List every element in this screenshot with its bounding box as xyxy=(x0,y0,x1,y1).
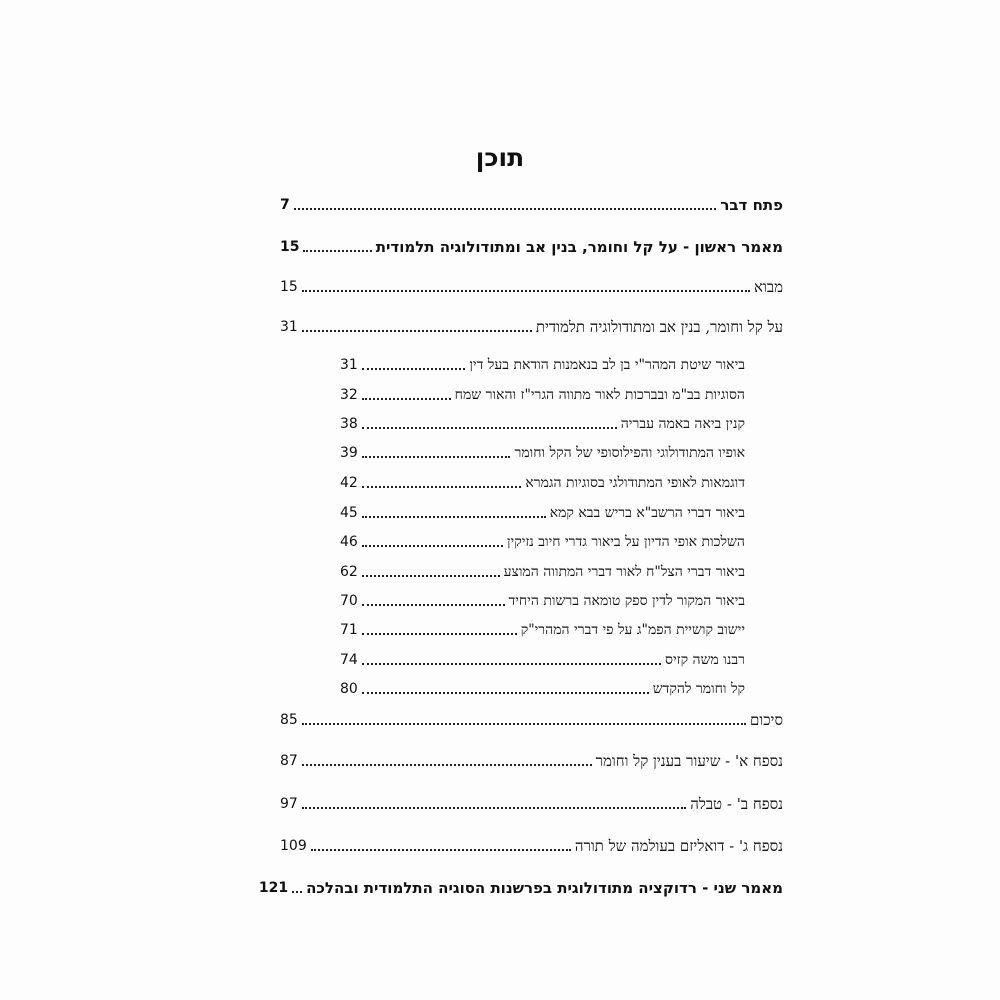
dot-leader xyxy=(362,604,505,606)
dot-leader xyxy=(302,764,592,766)
dot-leader xyxy=(362,692,649,694)
toc-page-number: 31 xyxy=(280,319,298,335)
toc-entry-title: ביאור המקור לדין ספק טומאה ברשות היחיד xyxy=(508,593,745,609)
toc-page-number: 70 xyxy=(340,593,358,609)
toc-entry-title: נספח א' - שיעור בענין קל וחומר xyxy=(595,752,783,770)
dot-leader xyxy=(302,290,750,292)
toc-entry-title: ביאור דברי הצל"ח לאור דברי המתווה המוצע xyxy=(503,564,745,580)
toc-entry-title: מבוא xyxy=(754,278,783,296)
toc-subentry xyxy=(340,557,745,583)
dot-leader xyxy=(362,633,517,635)
toc-entry xyxy=(280,272,783,298)
toc-entry xyxy=(280,789,783,815)
toc-entry-title: השלכות אופי הדיון על ביאור גדרי חיוב נזיקין xyxy=(506,534,745,550)
toc-page-number: 39 xyxy=(340,445,358,461)
toc-entry-title: קל וחומר להקדש xyxy=(652,681,745,697)
toc-entry xyxy=(280,831,783,857)
toc-subentry xyxy=(340,438,745,464)
toc-page-number: 38 xyxy=(340,416,358,432)
dot-leader xyxy=(362,427,617,429)
dot-leader xyxy=(302,807,686,809)
toc-entry-title: ביאור דברי הרשב"א בריש בבא קמא xyxy=(549,505,745,521)
toc-entry xyxy=(280,746,783,772)
toc-page-number: 46 xyxy=(340,534,358,550)
dot-leader xyxy=(362,398,451,400)
toc-page-number: 121 xyxy=(258,880,289,896)
toc-entry-title: הסוגיות בב"מ ובברכות לאור מתווה הגרי"ז והאור שמח xyxy=(454,387,745,403)
toc-page-number: 15 xyxy=(280,239,300,255)
dot-leader xyxy=(292,891,302,893)
toc-entry-title: ביאור שיטת המהר"י בן לב בנאמנות הודאת בעל דין xyxy=(469,357,745,373)
toc-subentry xyxy=(340,498,745,524)
toc-page-number: 74 xyxy=(340,652,358,668)
toc-subentry xyxy=(340,380,745,406)
dot-leader xyxy=(302,330,532,332)
toc-subentry xyxy=(340,674,745,700)
toc-page-number: 97 xyxy=(280,796,298,812)
toc-page-number: 62 xyxy=(340,564,358,580)
toc-page-number: 7 xyxy=(280,197,290,213)
toc-page-number: 15 xyxy=(280,279,298,295)
dot-leader xyxy=(362,456,511,458)
toc-entry-title: פתח דבר xyxy=(720,196,783,214)
toc-page-number: 87 xyxy=(280,753,298,769)
dot-leader xyxy=(362,486,521,488)
toc-entry-title: יישוב קושיית הפמ"ג על פי דברי המהרי"ק xyxy=(520,622,745,638)
dot-leader xyxy=(362,368,466,370)
toc-entry-title: מאמר ראשון - על קל וחומר, בנין אב ומתודולוגיה תלמודית xyxy=(375,238,783,256)
toc-entry-title: נספח ג' - דואליזם בעולמה של תורה xyxy=(574,837,783,855)
toc-entry xyxy=(258,873,783,899)
toc-page-number: 31 xyxy=(340,357,358,373)
toc-subentry xyxy=(340,645,745,671)
toc-entry-title: דוגמאות לאופי המתודולגי בסוגיות הגמרא xyxy=(525,475,745,491)
toc-entry xyxy=(280,190,783,216)
toc-subentry xyxy=(340,350,745,376)
toc-entry-title: רבנו משה קזיס xyxy=(665,652,745,668)
toc-page-number: 71 xyxy=(340,622,358,638)
toc-entry-title: קנין ביאה באמה עבריה xyxy=(620,416,745,432)
dot-leader xyxy=(362,575,500,577)
toc-page-number: 85 xyxy=(280,712,298,728)
toc-page-number: 32 xyxy=(340,387,358,403)
toc-entry xyxy=(280,705,783,731)
toc-subentry xyxy=(340,586,745,612)
dot-leader xyxy=(362,545,503,547)
toc-entry-title: נספח ב' - טבלה xyxy=(690,795,783,813)
toc-subentry xyxy=(340,409,745,435)
dot-leader xyxy=(362,663,661,665)
dot-leader xyxy=(303,250,371,252)
toc-entry-title: מאמר שני - רדוקציה מתודולוגית בפרשנות הסוגיה התלמודית ובהלכה xyxy=(306,879,783,897)
toc-entry xyxy=(280,232,783,258)
toc-entry-title: על קל וחומר, בנין אב ומתודולוגיה תלמודית xyxy=(535,318,783,336)
page-title: תוכן xyxy=(475,143,525,172)
toc-subentry xyxy=(340,615,745,641)
toc-entry xyxy=(280,312,783,338)
toc-entry-title: סיכום xyxy=(750,711,783,729)
dot-leader xyxy=(362,516,546,518)
toc-page-number: 80 xyxy=(340,681,358,697)
toc-page-number: 109 xyxy=(280,838,307,854)
toc-subentry xyxy=(340,468,745,494)
dot-leader xyxy=(294,208,717,210)
dot-leader xyxy=(302,723,746,725)
toc-page-number: 45 xyxy=(340,505,358,521)
dot-leader xyxy=(311,849,571,851)
toc-page-number: 42 xyxy=(340,475,358,491)
toc-entry-title: אופיו המתודולוגי והפילוסופי של הקל וחומר xyxy=(514,445,745,461)
toc-subentry xyxy=(340,527,745,553)
